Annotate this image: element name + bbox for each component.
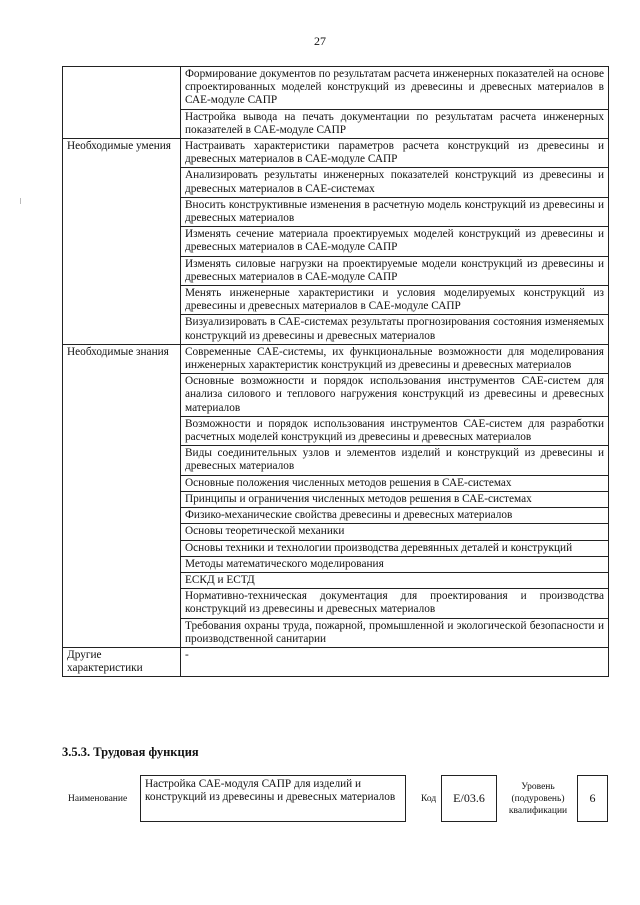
table-row xyxy=(63,67,609,110)
skill-cell: Вносить конструктивные изменения в расчетную модель конструкций из древесины и древесных материалов xyxy=(181,197,609,226)
other-label: Другие характеристики xyxy=(63,647,181,676)
skills-label: Необходимые умения xyxy=(63,139,181,345)
table-row xyxy=(63,139,609,168)
knowledge-cell: Основы теоретической механики xyxy=(181,524,609,540)
knowledge-cell: Основные возможности и порядок использования инструментов САЕ-систем для анализа силового и теплового нагружения конструкций из древесины и древесных материалов xyxy=(181,374,609,417)
empty-label-cell xyxy=(63,67,181,139)
code-label: Код xyxy=(421,794,437,804)
action-cell: Формирование документов по результатам расчета инженерных показателей на основе спроектированных моделей конструкций из древесины и древесных материалов в САЕ-модуле САПР xyxy=(181,67,609,110)
knowledge-cell: ЕСКД и ЕСТД xyxy=(181,572,609,588)
table-row xyxy=(63,647,609,676)
skill-cell: Анализировать результаты инженерных показателей конструкций из древесины и древесных материалов в САЕ-системах xyxy=(181,168,609,197)
knowledge-cell: Физико-механические свойства древесины и древесных материалов xyxy=(181,508,609,524)
code-box: E/03.6 xyxy=(441,775,497,822)
knowledge-cell: Нормативно-техническая документация для проектирования и производства конструкций из древесины и древесных материалов xyxy=(181,589,609,618)
skill-cell: Изменять сечение материала проектируемых моделей конструкций из древесины и древесных материалов в САЕ-модуле САПР xyxy=(181,227,609,256)
knowledge-cell: Основы техники и технологии производства деревянных деталей и конструкций xyxy=(181,540,609,556)
knowledge-label: Необходимые знания xyxy=(63,344,181,647)
margin-mark xyxy=(20,198,21,204)
section-title: 3.5.3. Трудовая функция xyxy=(62,745,199,759)
knowledge-cell: Возможности и порядок использования инструментов САЕ-систем для разработки расчетных моделей конструкций из древесины и древесных материалов xyxy=(181,416,609,445)
work-function-table xyxy=(62,66,609,677)
level-box: 6 xyxy=(577,775,608,822)
knowledge-cell: Виды соединительных узлов и элементов изделий и конструкций из древесины и древесных материалов xyxy=(181,446,609,475)
skill-cell: Менять инженерные характеристики и условия моделируемых конструкций из древесины и древесных материалов в САЕ-модуле САПР xyxy=(181,286,609,315)
other-value: - xyxy=(181,647,609,676)
page-number: 27 xyxy=(314,34,326,48)
level-label: Уровень (подуровень) квалификации xyxy=(508,782,568,816)
skill-cell: Изменять силовые нагрузки на проектируемые модели конструкций из древесины и древесных материалов в САЕ-модуле САПР xyxy=(181,256,609,285)
knowledge-cell: Основные положения численных методов решения в САЕ-системах xyxy=(181,475,609,491)
knowledge-cell: Требования охраны труда, пожарной, промышленной и экологической безопасности и производственной санитарии xyxy=(181,618,609,647)
name-label: Наименование xyxy=(68,794,128,804)
skill-cell: Настраивать характеристики параметров расчета конструкций из древесины и древесных материалов в САЕ-модуле САПР xyxy=(181,139,609,168)
knowledge-cell: Методы математического моделирования xyxy=(181,556,609,572)
knowledge-cell: Современные САЕ-системы, их функциональные возможности для моделирования инженерных характеристик конструкций из древесины и древесных материалов xyxy=(181,344,609,373)
action-cell: Настройка вывода на печать документации по результатам расчета инженерных показателей в САЕ-модуле САПР xyxy=(181,109,609,138)
table-row xyxy=(63,344,609,373)
skill-cell: Визуализировать в САЕ-системах результаты прогнозирования состояния изменяемых конструкций из древесины и древесных материалов xyxy=(181,315,609,344)
knowledge-cell: Принципы и ограничения численных методов решения в САЕ-системах xyxy=(181,491,609,507)
function-name-box: Настройка САЕ-модуля САПР для изделий и конструкций из древесины и древесных материалов xyxy=(140,775,406,822)
